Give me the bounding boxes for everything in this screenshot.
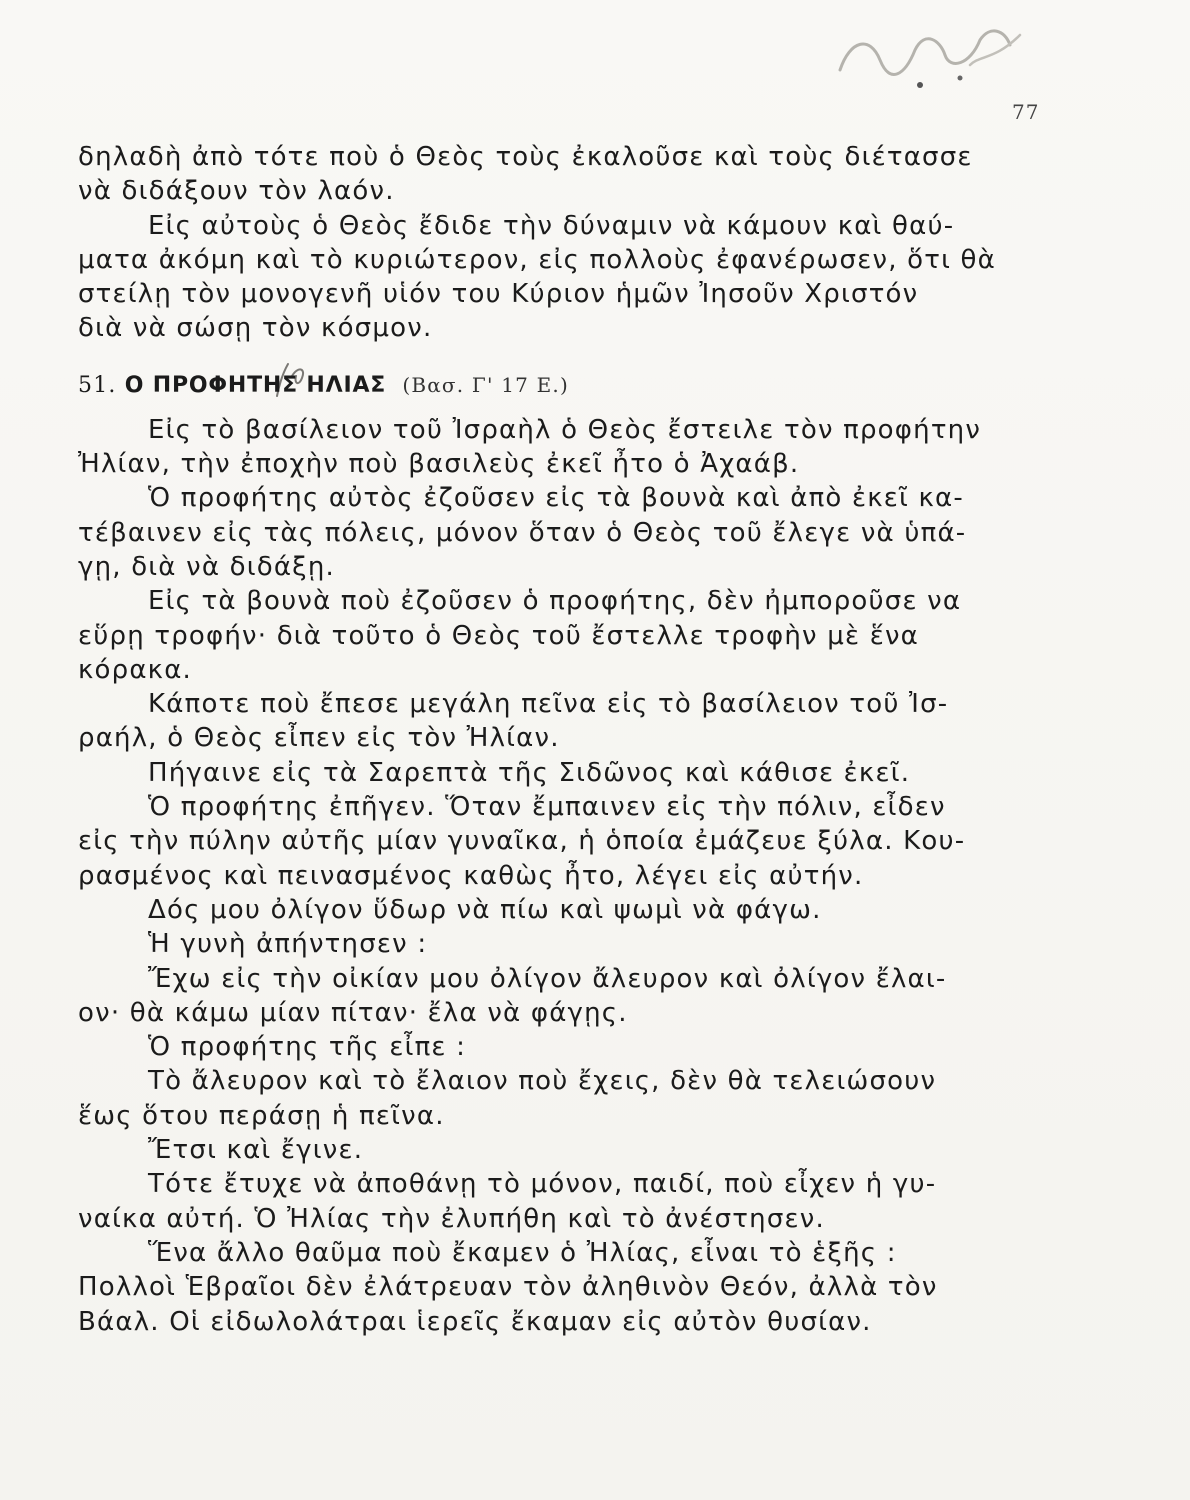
text-line: στείλῃ τὸν μονογενῆ υἱόν του Κύριον ἡμῶν Ἰησοῦν Χριστόν — [78, 279, 919, 310]
text-line: Κάποτε ποὺ ἔπεσε μεγάλη πεῖνα εἰς τὸ βασίλειον τοῦ Ἰσ- — [148, 689, 949, 720]
text-line: ναίκα αὐτή. Ὁ Ἠλίας τὴν ἐλυπήθη καὶ τὸ ἀνέστησεν. — [78, 1203, 825, 1234]
text-line: ον· θὰ κάμω μίαν πίταν· ἔλα νὰ φάγῃς. — [78, 997, 628, 1028]
text-line: Ὁ προφήτης ἐπῆγεν. Ὅταν ἔμπαινεν εἰς τὴν πόλιν, εἶδεν — [148, 792, 946, 823]
handwritten-scribble — [820, 10, 1040, 90]
text-line: εὕρῃ τροφήν· διὰ τοῦτο ὁ Θεὸς τοῦ ἔστελλε τροφὴν μὲ ἕνα — [78, 620, 920, 651]
section-heading — [78, 370, 1048, 401]
text-line: δηλαδὴ ἀπὸ τότε ποὺ ὁ Θεὸς τοὺς ἐκαλοῦσε καὶ τοὺς διέτασσε — [78, 142, 973, 172]
text-line: ραήλ, ὁ Θεὸς εἶπεν εἰς τὸν Ἠλίαν. — [78, 723, 560, 754]
text-line: Ἡ γυνὴ ἀπήντησεν : — [148, 929, 428, 960]
text-line: Ἕνα ἄλλο θαῦμα ποὺ ἔκαμεν ὁ Ἠλίας, εἶναι τὸ ἑξῆς : — [148, 1237, 897, 1268]
paragraph — [78, 209, 1048, 346]
text-line: Ὁ προφήτης τῆς εἶπε : — [148, 1032, 467, 1063]
section-number: 51. — [78, 372, 117, 398]
text-line: ματα ἀκόμη καὶ τὸ κυριώτερον, εἰς πολλοὺς ἐφανέρωσεν, ὅτι θὰ — [78, 244, 996, 275]
text-line: Εἰς τὸ βασίλειον τοῦ Ἰσραὴλ ὁ Θεὸς ἔστειλε τὸν προφήτην — [148, 414, 982, 445]
text-line: διὰ νὰ σώσῃ τὸν κόσμον. — [78, 313, 433, 344]
text-line: κόρακα. — [78, 654, 192, 685]
text-line: Ἠλίαν, τὴν ἐποχὴν ποὺ βασιλεὺς ἐκεῖ ἦτο ὁ Ἀχαάβ. — [78, 449, 800, 480]
text-line: νὰ διδάξουν τὸν λαόν. — [78, 176, 395, 207]
text-line: γῃ, διὰ νὰ διδάξῃ. — [78, 551, 336, 582]
text-line: Πολλοὶ Ἑβραῖοι δὲν ἐλάτρευαν τὸν ἀληθινὸν Θεόν, ἀλλὰ τὸν — [78, 1272, 938, 1303]
section-body — [78, 413, 1048, 1339]
text-line: Πήγαινε εἰς τὰ Σαρεπτὰ τῆς Σιδῶνος καὶ κάθισε ἐκεῖ. — [148, 757, 911, 788]
text-line: Δός μου ὀλίγον ὕδωρ νὰ πίω καὶ ψωμὶ νὰ φάγω. — [148, 894, 822, 925]
page-number: 77 — [1012, 100, 1040, 124]
paragraph-continuation — [78, 140, 1048, 209]
section-title: Ο ΠΡΟΦΗΤΗΣ ΗΛΙΑΣ — [124, 372, 387, 398]
text-line: ρασμένος καὶ πεινασμένος καθὼς ἦτο, λέγει εἰς αὐτήν. — [78, 860, 864, 891]
text-line: Τὸ ἄλευρον καὶ τὸ ἔλαιον ποὺ ἔχεις, δὲν θὰ τελειώσουν — [148, 1066, 937, 1097]
text-line: Τότε ἔτυχε νὰ ἀποθάνῃ τὸ μόνον, παιδί, ποὺ εἶχεν ἡ γυ- — [148, 1169, 937, 1200]
section-reference: (Βασ. Γ' 17 Ε.) — [402, 372, 569, 397]
text-line: Εἰς τὰ βουνὰ ποὺ ἐζοῦσεν ὁ προφήτης, δὲν ἠμποροῦσε να — [148, 586, 962, 617]
text-line: τέβαινεν εἰς τὰς πόλεις, μόνον ὅταν ὁ Θεὸς τοῦ ἔλεγε νὰ ὑπά- — [78, 517, 967, 548]
text-line: Ἔτσι καὶ ἔγινε. — [148, 1135, 364, 1166]
text-line: Βάαλ. Οἱ εἰδωλολάτραι ἱερεῖς ἔκαμαν εἰς αὐτὸν θυσίαν. — [78, 1306, 872, 1337]
text-line: εἰς τὴν πύλην αὐτῆς μίαν γυναῖκα, ἡ ὁποία ἐμάζευε ξύλα. Κου- — [78, 826, 966, 857]
text-line: Εἰς αὐτοὺς ὁ Θεὸς ἔδιδε τὴν δύναμιν νὰ κάμουν καὶ θαύ- — [148, 210, 955, 241]
text-line: Ἔχω εἰς τὴν οἰκίαν μου ὀλίγον ἄλευρον καὶ ὀλίγον ἔλαι- — [148, 963, 947, 994]
text-line: ἕως ὅτου περάσῃ ἡ πεῖνα. — [78, 1100, 445, 1131]
page-text — [78, 140, 1048, 1339]
text-line: Ὁ προφήτης αὐτὸς ἐζοῦσεν εἰς τὰ βουνὰ καὶ ἀπὸ ἐκεῖ κα- — [148, 483, 964, 514]
